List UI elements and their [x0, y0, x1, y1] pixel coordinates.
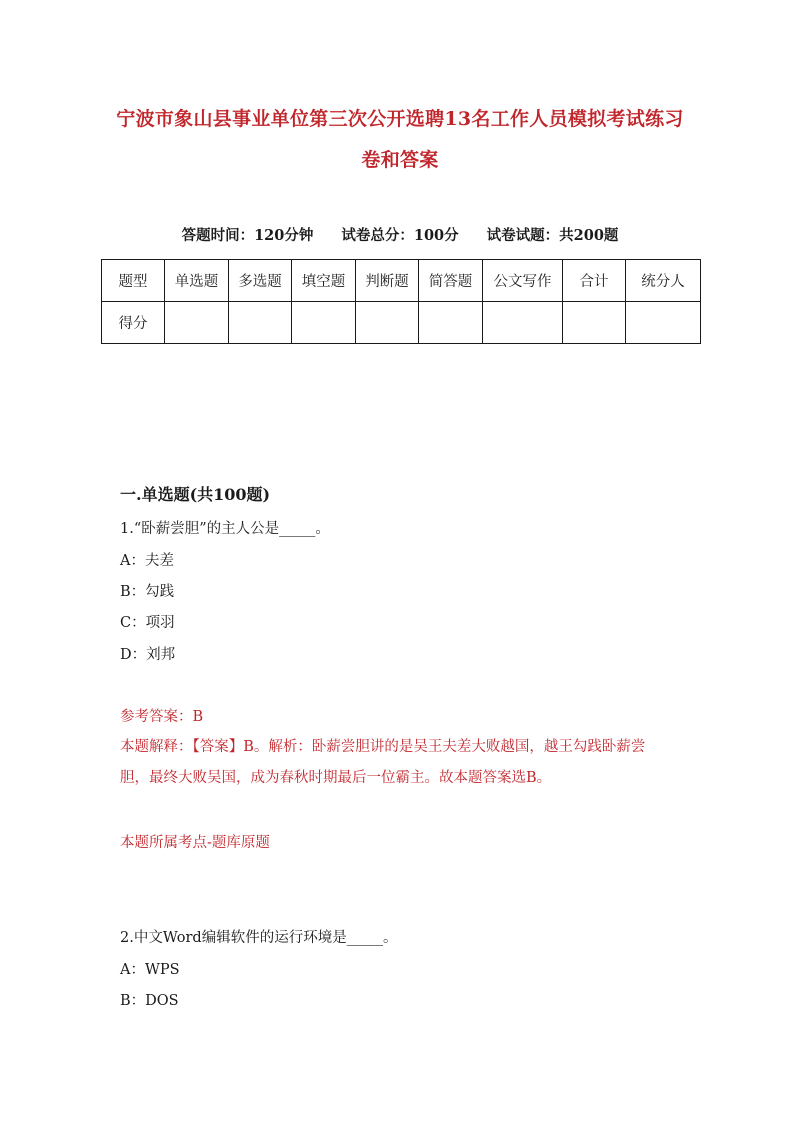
question-2-option-a: A：WPS [120, 962, 180, 978]
score-cell [419, 302, 483, 344]
score-table-header: 题型 [102, 260, 165, 302]
score-table-score-row [102, 302, 701, 344]
question-1-option-c: C：项羽 [120, 615, 175, 631]
score-table-header: 判断题 [356, 260, 419, 302]
score-cell [165, 302, 229, 344]
score-cell [292, 302, 356, 344]
question-1-option-d: D：刘邦 [120, 647, 176, 663]
score-table-header-row [102, 260, 701, 302]
question-1-answer: 参考答案：B [120, 709, 204, 725]
score-table-header: 合计 [563, 260, 626, 302]
score-table-header: 公文写作 [483, 260, 563, 302]
question-2-stem: 2.中文Word编辑软件的运行环境是_____。 [120, 930, 398, 946]
score-table-header: 简答题 [419, 260, 483, 302]
exam-total-score: 试卷总分：100分 [341, 227, 459, 244]
score-table-header: 统分人 [626, 260, 701, 302]
score-table-header: 填空题 [292, 260, 356, 302]
document-title-line-1: 宁波市象山县事业单位第三次公开选聘13名工作人员模拟考试练习 [116, 108, 684, 130]
score-table-header: 多选题 [229, 260, 292, 302]
score-cell [356, 302, 419, 344]
exam-info [0, 224, 800, 245]
score-cell [563, 302, 626, 344]
score-cell [229, 302, 292, 344]
score-cell [483, 302, 563, 344]
score-table [101, 259, 701, 344]
question-1-option-a: A：夫差 [120, 553, 174, 569]
document-title-line-2: 卷和答案 [361, 149, 439, 171]
question-2-option-b: B：DOS [120, 993, 179, 1009]
score-cell [626, 302, 701, 344]
score-row-label: 得分 [102, 302, 165, 344]
question-1-stem: 1.“卧薪尝胆”的主人公是_____。 [120, 521, 330, 537]
question-1-option-b: B：勾践 [120, 584, 175, 600]
question-1-explanation: 本题解释：【答案】B。解析：卧薪尝胆讲的是吴王夫差大败越国，越王勾践卧薪尝胆，最终大败吴国，成为春秋时期最后一位霸主。故本题答案选B。 [120, 739, 646, 786]
question-1-source: 本题所属考点-题库原题 [120, 835, 270, 851]
exam-time: 答题时间：120分钟 [181, 227, 314, 244]
exam-total-questions: 试卷试题：共200题 [486, 227, 619, 244]
score-table-header: 单选题 [165, 260, 229, 302]
section-heading: 一.单选题(共100题) [120, 485, 271, 504]
